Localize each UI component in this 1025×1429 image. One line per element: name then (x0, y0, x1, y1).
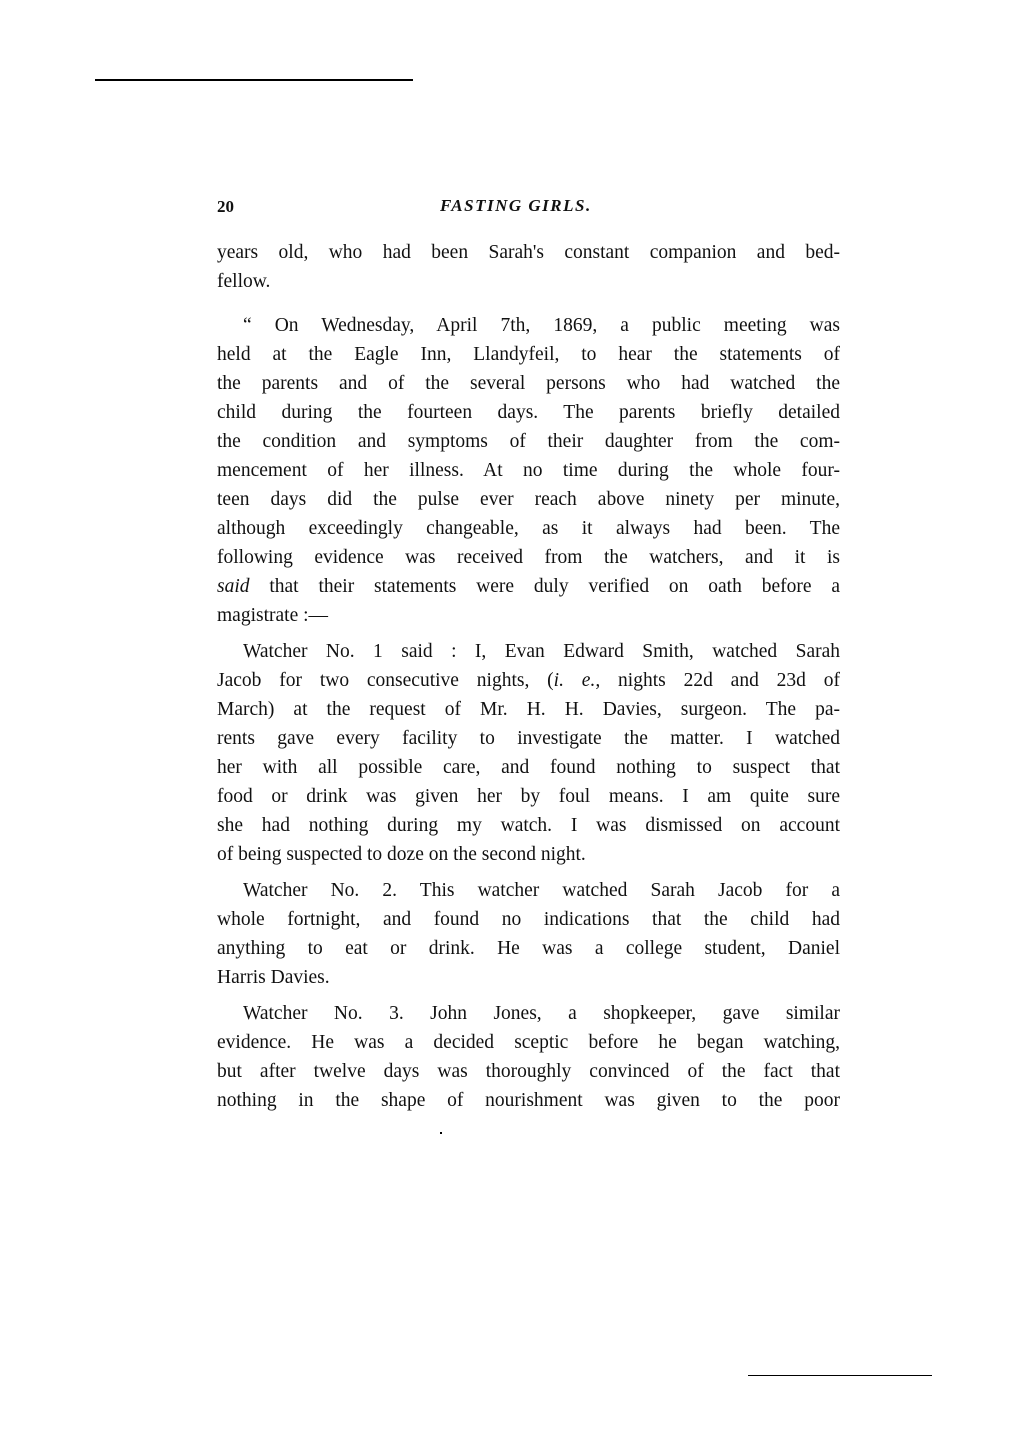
text-segment: child during the fourteen days. The parents briefly detailed (217, 402, 840, 423)
printer-mark (440, 1132, 442, 1134)
text-line (217, 698, 840, 722)
text-segment: Watcher No. 2. This watcher watched Sarah Jacob for a (243, 880, 840, 901)
text-line (217, 1060, 840, 1084)
text-line (217, 669, 840, 693)
text-segment: although exceedingly changeable, as it always had been. The (217, 518, 840, 539)
text-segment: held at the Eagle Inn, Llandyfeil, to hear the statements of (217, 344, 840, 365)
page-number: 20 (217, 197, 234, 216)
text-segment: she had nothing during my watch. I was dismissed on account (217, 815, 840, 836)
text-segment: rents gave every facility to investigate the matter. I watched (217, 728, 840, 749)
text-segment: nights 22d and 23d of (600, 670, 840, 691)
bottom-rule (748, 1375, 932, 1376)
text-line (217, 908, 840, 932)
running-title: FASTING GIRLS. (440, 196, 592, 215)
text-line (217, 604, 840, 628)
text-segment: years old, who had been Sarah's constant companion and bed- (217, 242, 840, 263)
text-segment: “ On Wednesday, April 7th, 1869, a public meeting was (243, 315, 840, 336)
text-segment: but after twelve days was thoroughly convinced of the fact that (217, 1061, 840, 1082)
text-segment: Watcher No. 1 said : I, Evan Edward Smith, watched Sarah (243, 641, 840, 662)
text-line (217, 459, 840, 483)
text-line (217, 785, 840, 809)
text-line (217, 814, 840, 838)
text-segment: mencement of her illness. At no time during the whole four- (217, 460, 840, 481)
text-line (217, 241, 840, 265)
text-segment: Jacob for two consecutive nights, ( (217, 670, 554, 691)
text-segment: of being suspected to doze on the second night. (217, 844, 586, 865)
text-segment: March) at the request of Mr. H. H. Davies, surgeon. The pa- (217, 699, 840, 720)
text-segment: food or drink was given her by foul means. I am quite sure (217, 786, 840, 807)
text-line (217, 1089, 840, 1113)
text-segment: anything to eat or drink. He was a college student, Daniel (217, 938, 840, 959)
text-segment: teen days did the pulse ever reach above ninety per minute, (217, 489, 840, 510)
text-line (243, 314, 840, 338)
text-line (217, 488, 840, 512)
text-segment: that their statements were duly verified on oath before a (249, 576, 840, 597)
text-segment: the condition and symptoms of their daughter from the com- (217, 431, 840, 452)
text-line (217, 843, 840, 867)
text-line (217, 517, 840, 541)
text-line (217, 966, 840, 990)
text-line (217, 727, 840, 751)
text-line (243, 879, 840, 903)
text-line (217, 372, 840, 396)
text-line (217, 1031, 840, 1055)
text-segment: nothing in the shape of nourishment was given to the poor (217, 1090, 840, 1111)
text-line (217, 756, 840, 780)
text-segment: the parents and of the several persons who had watched the (217, 373, 840, 394)
text-line (243, 640, 840, 664)
italic-text: said (217, 576, 250, 597)
text-line (217, 430, 840, 454)
text-segment: evidence. He was a decided sceptic before he began watching, (217, 1032, 840, 1053)
text-line (217, 270, 840, 294)
text-line (217, 575, 840, 599)
text-segment: following evidence was received from the watchers, and it is (217, 547, 840, 568)
italic-text: i. e., (553, 670, 601, 691)
text-segment: magistrate :— (217, 605, 329, 626)
text-line (217, 401, 840, 425)
text-segment: Harris Davies. (217, 967, 330, 988)
text-line (217, 343, 840, 367)
text-line (217, 937, 840, 961)
text-segment: fellow. (217, 271, 271, 292)
top-rule (95, 79, 413, 81)
text-line (243, 1002, 840, 1026)
text-segment: her with all possible care, and found nothing to suspect that (217, 757, 840, 778)
text-segment: whole fortnight, and found no indications that the child had (217, 909, 840, 930)
text-line (217, 546, 840, 570)
text-segment: Watcher No. 3. John Jones, a shopkeeper, gave similar (243, 1003, 840, 1024)
